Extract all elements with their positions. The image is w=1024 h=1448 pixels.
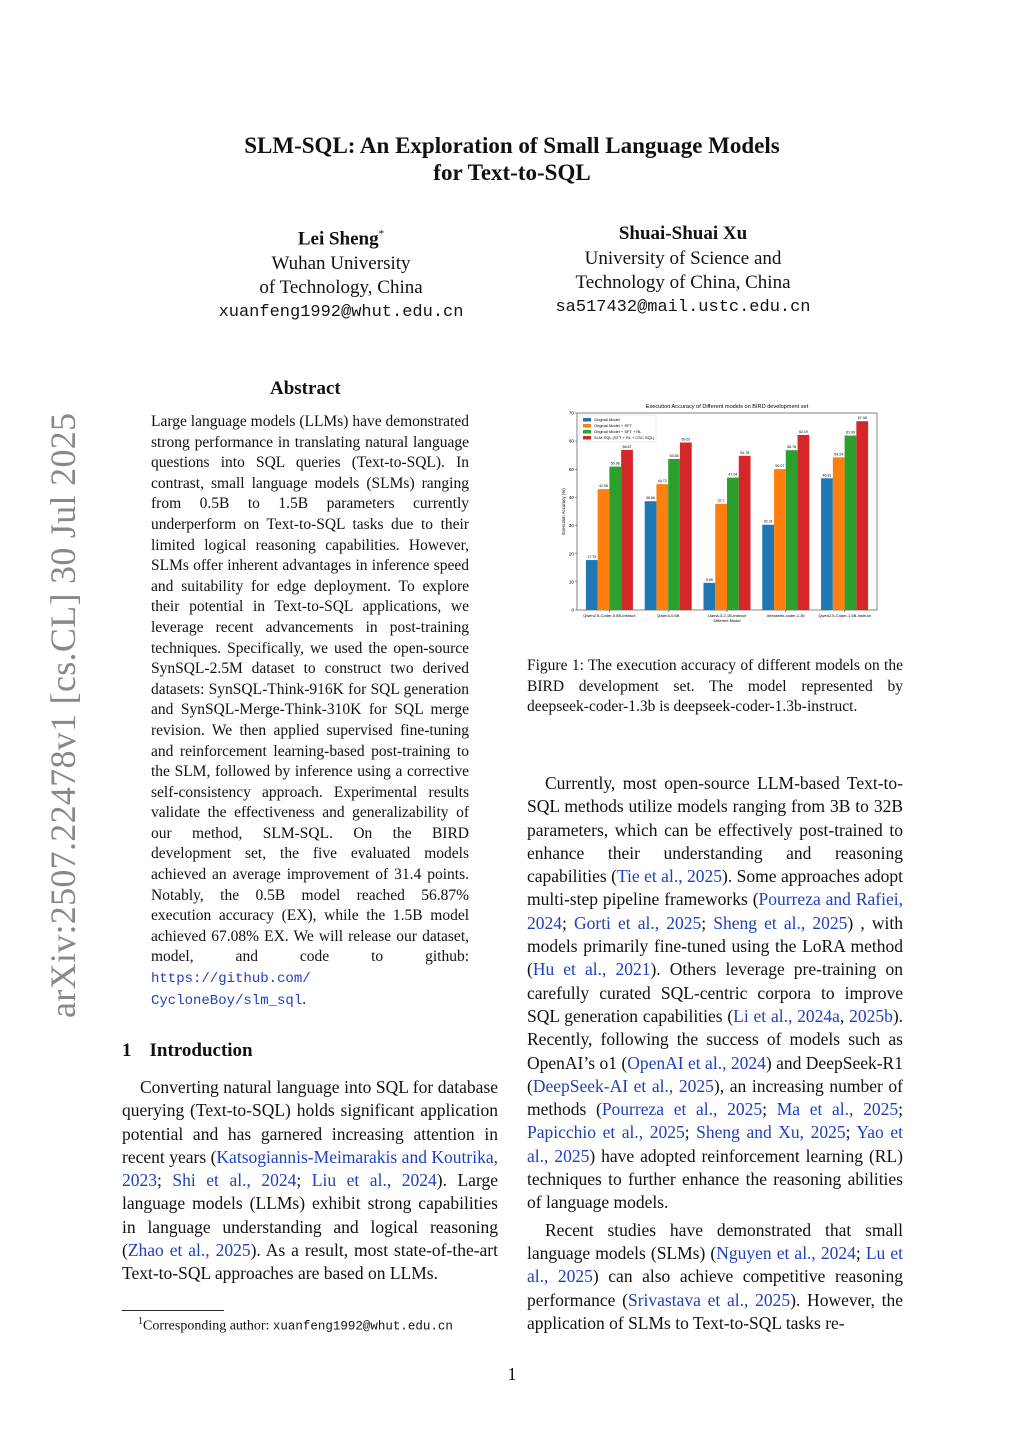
citation-link[interactable]: Gorti et al., 2025 [573, 912, 702, 933]
bar-value-label: 17.75 [587, 555, 597, 560]
bar [703, 583, 715, 610]
legend-label: Original Model + SFT + RL [594, 429, 642, 435]
y-tick-label: 20 [568, 551, 574, 557]
footnote-rule [122, 1310, 224, 1311]
citation-link[interactable]: Shi et al., 2024 [172, 1170, 297, 1191]
bar [656, 484, 668, 610]
bar [774, 469, 786, 610]
bar [821, 478, 833, 610]
y-tick-label: 60 [568, 438, 574, 444]
bar-value-label: 47.04 [728, 472, 738, 477]
legend-swatch [583, 430, 591, 434]
bar [586, 560, 598, 610]
bar [727, 478, 739, 610]
bar-value-label: 56.78 [787, 445, 797, 450]
author-email[interactable]: sa517432@mail.ustc.edu.cn [555, 297, 811, 317]
bar-chart-figure [560, 398, 880, 628]
y-axis-label: Execution Accuracy (%) [561, 488, 566, 535]
bar-value-label: 46.81 [822, 473, 832, 478]
author-affiliation: Wuhan University [271, 252, 411, 274]
github-link[interactable]: https://github.com/ CycloneBoy/slm_sql [151, 971, 311, 1009]
author-name: Shuai-Shuai Xu [618, 223, 748, 244]
bar-value-label: 62.19 [798, 429, 808, 434]
abstract-heading: Abstract [270, 378, 341, 399]
bar-value-label: 50.07 [775, 464, 785, 469]
x-tick-label: deepseek-coder-1.3b [766, 613, 805, 618]
citation-link[interactable]: Ma et al., 2025 [776, 1099, 899, 1120]
bar-value-label: 44.72 [657, 479, 667, 484]
title-line-2: for Text-to-SQL [433, 160, 591, 185]
bar-value-label: 38.66 [646, 496, 656, 501]
bar [739, 456, 751, 610]
citation-link[interactable]: Papicchio et al., 2025 [527, 1122, 685, 1143]
bar-value-label: 50.96 [610, 461, 620, 466]
author-block-1 [171, 222, 511, 325]
bar-value-label: 59.52 [681, 437, 691, 442]
footnote: $^1$Corresponding author: xuanfeng1992@whut.edu.cn [138, 1316, 453, 1334]
bar [715, 504, 727, 610]
citation-link[interactable]: Sheng and Xu, 2025 [696, 1122, 846, 1143]
x-tick-label: Llama-3.2-1B-Instruct [707, 613, 747, 618]
author-affiliation: Technology of China, China [575, 272, 791, 293]
citation-link[interactable]: OpenAI et al., 2024 [627, 1052, 766, 1073]
author-affiliation: University of Science and [584, 247, 782, 269]
bar [598, 489, 610, 610]
author-affiliation: of Technology, China [259, 277, 423, 299]
citation-link[interactable]: Zhao et al., 2025 [127, 1240, 251, 1261]
y-tick-label: 40 [568, 495, 574, 501]
bar [609, 467, 621, 610]
author-name: Lei Sheng* [297, 228, 385, 250]
x-tick-label: Qwen2.5-Coder-1.5B-Instruct [818, 613, 871, 618]
x-axis-label: Different Model [713, 618, 741, 623]
citation-link[interactable]: Sheng et al., 2025 [713, 912, 848, 933]
bar [668, 459, 680, 610]
right-column [527, 772, 903, 1335]
citation-link[interactable]: Katsogiannis-Meimarakis and Koutrika, 2023 [122, 1146, 498, 1191]
body-paragraph: Currently, most open-source LLM-based Text-to-SQL methods utilize models ranging from 3B to 32B parameters, which can be effectively post-trained to enhance their understanding and reasoning capabilities (Tie et al., 2025). Some approaches adopt multi-step pipeline frameworks (Pourreza and Rafiei, 2024; Gorti et al., 2025; Sheng et al., 2025) , with models primarily fine-tuned using the LoRA method (Hu et al., 2021). Others leverage pre-training on carefully curated SQL-centric corpora to improve SQL generation capabilities (Li et al., 2024a, 2025b). Recently, following the success of models such as OpenAI’s o1 (OpenAI et al., 2024) and DeepSeek-R1 (DeepSeek-AI et al., 2025), an increasing number of methods (Pourreza et al., 2025; Ma et al., 2025; Papicchio et al., 2025; Sheng and Xu, 2025; Yao et al., 2025) have adopted reinforcement learning (RL) techniques to further enhance the reasoning abilities of language models. [527, 773, 904, 1213]
bar [786, 450, 798, 610]
paper-title [0, 132, 1024, 186]
bar-value-label: 56.87 [622, 444, 632, 449]
citation-link[interactable]: Tie et al., 2025 [616, 866, 723, 887]
author-block-2 [513, 222, 853, 320]
citation-link[interactable]: Nguyen et al., 2024 [716, 1242, 856, 1263]
bar [762, 525, 774, 610]
citation-link[interactable]: Hu et al., 2021 [532, 959, 651, 980]
intro-paragraph: Converting natural language into SQL for database querying (Text-to-SQL) holds significant application potential and has garnered increasing attention in recent years (Katsogiannis-Meimarakis and Koutrika, 2023; Shi et al., 2024; Liu et al., 2024). Large language models (LLMs) exhibit strong capabilities in language understanding and logical reasoning (Zhao et al., 2025). As a result, most state-of-the-art Text-to-SQL approaches are based on LLMs. [122, 1077, 498, 1284]
y-tick-label: 30 [568, 523, 574, 529]
bar [845, 436, 857, 610]
bar-value-label: 30.31 [763, 519, 773, 524]
bar [680, 442, 692, 610]
citation-link[interactable]: DeepSeek-AI et al., 2025 [532, 1075, 714, 1096]
bar-value-label: 67.08 [857, 416, 867, 421]
bar-value-label: 37.7 [717, 498, 725, 503]
bar-value-label: 53.65 [669, 454, 679, 459]
page-number: 1 [507, 1364, 517, 1384]
citation-link[interactable]: Li et al., 2024a [733, 1005, 840, 1026]
y-tick-label: 70 [568, 410, 574, 416]
bar-value-label: 54.24 [834, 452, 844, 457]
citation-link[interactable]: Lu et al., 2025 [527, 1242, 903, 1287]
legend-label: Original Model [594, 417, 620, 423]
chart-title: Execution Accuracy of Different models on BIRD development set [645, 404, 809, 410]
bar [621, 450, 633, 610]
author-email[interactable]: xuanfeng1992@whut.edu.cn [218, 302, 464, 322]
citation-link[interactable]: Yao et al., 2025 [527, 1122, 903, 1166]
legend-label: SLM-SQL (SFT + RL + CSC SQL) [594, 435, 655, 441]
legend-swatch [583, 436, 591, 440]
arxiv-identifier: arXiv:2507.22478v1 [cs.CL] 30 Jul 2025 [43, 412, 83, 1018]
bar-value-label: 54.78 [740, 450, 750, 455]
figure-caption: Figure 1: The execution accuracy of different models on the BIRD development set. The model represented by deepseek-coder-1.3b is deepseek-coder-1.3b-instruct. [527, 657, 903, 716]
bar-value-label: 9.65 [705, 577, 713, 582]
bar [856, 421, 868, 610]
bar [798, 435, 810, 610]
legend-label: Original Model + SFT [594, 423, 632, 429]
citation-link[interactable]: Pourreza et al., 2025 [601, 1099, 763, 1120]
citation-link[interactable]: 2025b [849, 1005, 893, 1026]
bar [833, 457, 845, 610]
title-line-1: SLM-SQL: An Exploration of Small Language Models [244, 133, 780, 158]
body-paragraph: Recent studies have demonstrated that small language models (SLMs) (Nguyen et al., 2024; Lu et al., 2025) can also achieve competitive reasoning performance (Srivastava et al., 2025). However, the application of SLMs to Text-to-SQL tasks re- [527, 1219, 903, 1333]
y-tick-label: 10 [568, 579, 574, 585]
x-tick-label: Qwen3-0.6B [657, 613, 680, 618]
bar-value-label: 42.96 [599, 484, 609, 489]
y-tick-label: 50 [568, 466, 574, 472]
y-tick-label: 0 [571, 607, 574, 613]
citation-link[interactable]: Liu et al., 2024 [311, 1170, 437, 1191]
bar [645, 501, 657, 610]
section-heading: 1 Introduction [122, 1040, 253, 1061]
abstract-text: Large language models (LLMs) have demonstrated strong performance in translating natural language questions into SQL queries (Text-to-SQL). In contrast, small language models (SLMs) ranging from 0.5B to 1.5B parameters currently underperform on Text-to-SQL tasks due to their limited logical reasoning capabilities. However, SLMs offer inherent advantages in inference speed and suitability for edge deployment. To explore their potential in Text-to-SQL applications, we leverage recent advancements in post-training techniques. Specifically, we used the open-source SynSQL-2.5M dataset to construct two derived datasets: SynSQL-Think-916K for SQL generation and SynSQL-Merge-Think-310K for SQL merge revision. We then applied supervised fine-tuning and reinforcement learning-based post-training to the SLM, followed by inference using a corrective self-consistency approach. Experimental results validate the effectiveness and generalizability of our method, SLM-SQL. On the BIRD development set, the five evaluated models achieved an average improvement of 31.4 points. Notably, the 0.5B model reached 56.87% execution accuracy (EX), while the 1.5B model achieved 67.08% EX. We will release our dataset, model, and code to github: https://github.com/ CycloneBoy/slm_sql. [151, 413, 469, 1009]
bar-value-label: 61.99 [845, 430, 855, 435]
intro-column [122, 1076, 498, 1286]
legend-swatch [583, 418, 591, 422]
x-tick-label: Qwen2.5-Coder-0.5B-Instruct [583, 613, 636, 618]
citation-link[interactable]: Pourreza and Rafiei, 2024 [527, 889, 904, 933]
citation-link[interactable]: Srivastava et al., 2025 [627, 1289, 791, 1310]
legend-swatch [583, 424, 591, 428]
